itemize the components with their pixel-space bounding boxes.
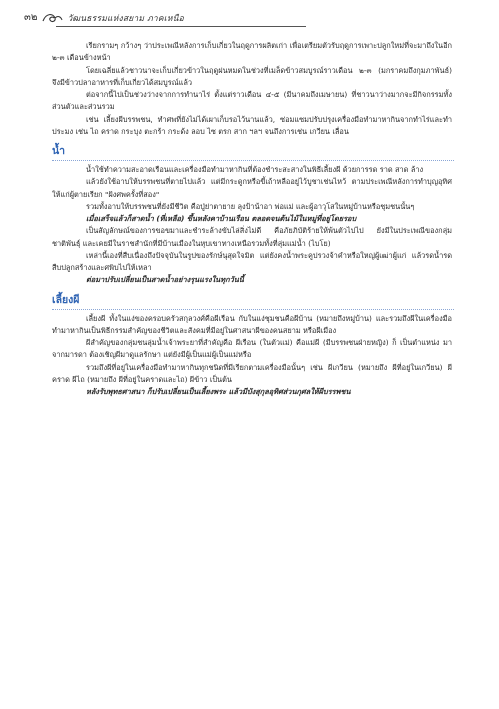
running-header-title: วัฒนธรรมแห่งสยาม ภาคเหนือ [67, 13, 184, 24]
section-divider [52, 160, 454, 161]
paragraph: ต่อจากนี้ไปเป็นช่วงว่างจากการทำนาไร่ ตั้งแต่ราวเดือน ๔-๕ (มีนาคมถึงเมษายน) ที่ชาวนาว่างมากจะมีกิจกรรมทั้งส่วนตัวและส่วนรวม [52, 90, 452, 112]
emphasis-paragraph: ต่อมาปรับเปลี่ยนเป็นสาดน้ำอย่างรุนแรงในทุกวันนี้ [86, 275, 244, 285]
page-header [24, 10, 184, 25]
emphasis-paragraph: หลังรับพุทธศาสนา ก็ปรับเปลี่ยนเป็นเลี้ยงพระ แล้วมีบังสุกุลอุทิศส่วนกุศลให้ผีบรรพชน [86, 387, 351, 396]
section-heading-spirit: เลี้ยงผี [52, 293, 80, 306]
paragraph: รวมทั้งอาบให้บรรพชนที่ยังมีชีวิต คือปู่ย่าตายาย ลุงป้าน้าอา พ่อแม่ และผู้อาวุโสในหมู่บ้านหรือชุมชนนั้นๆ [86, 201, 415, 211]
emphasis-paragraph: เมื่อเสร็จแล้วก็สาดน้ำ (ที่เหลือ) ขึ้นหลังคาบ้านเรือน ตลอดจนต้นไม้ในหมู่ที่อยู่โดยรอบ [86, 214, 357, 223]
section-divider [52, 309, 454, 310]
paragraph: น้ำใช้ทำความสะอาดเรือนและเครื่องมือทำมาหากินที่ต้องชำระสะสางในพิธีเลี้ยงผี ด้วยการรด ราด สาด ล้าง [86, 165, 424, 174]
paragraph: โดยเฉลี่ยแล้วชาวนาจะเก็บเกี่ยวข้าวในฤดูฝนหมดในช่วงที่เมล็ดข้าวสมบูรณ์ราวเดือน ๒-๓ (มกราคมถึงกุมภาพันธ์) จึงมีข้าวปลาอาหารที่เก็บเกี่ยวได้สมบูรณ์แล้ว [52, 65, 452, 87]
paragraph: รวมถึงผีที่อยู่ในเครื่องมือทำมาหากินทุกชนิดที่มีเรียกตามเครื่องมือนั้นๆ เช่น ผีเกวียน (หมายถึง ผีที่อยู่ในเกวียน) ผีคราด ผีไถ (หมายถึง ผีที่อยู่ในคราดและไถ) ผีข้าว เป็นต้น [52, 362, 452, 384]
decorative-swirl-icon [41, 11, 63, 25]
paragraph: เหล่านี้เองที่สืบเนื่องถึงปัจจุบันในรูปของรักษ์นุสุดใจมิต แต่ยังคงน้ำพระคูปรวงจ้าคำหรือใหญ่ผู้เฒ่าผู้แก่ แล้วรดน้ำรดสืบปลูกสร้างและศพิบไปให้เหลา [52, 250, 452, 272]
intro-section [52, 40, 452, 138]
document-body [52, 40, 452, 398]
section-heading-water: น้ำ [52, 145, 66, 157]
paragraph: ผีสำคัญของกลุ่มชนลุ่มน้ำเจ้าพระยาที่สำคัญคือ ผีเรือน (ในตัวแม่) คือแม่ผี (มีบรรพชนฝ่ายหญิง) ก็ เป็นตำแหน่ง มาจากมารดา ต้องเชิญผีมาดูแลรักษา แต่ยังมีผู้เป็นแม่ผู้เป็นแม่หรือ [52, 338, 452, 360]
spirit-feeding-section [52, 293, 452, 399]
header-rule [56, 26, 306, 27]
paragraph: เรียกรามๆ กว้างๆ ว่าประเพณีหลังการเก็บเกี่ยวในฤดูการผลิตเก่า เพื่อเตรียมตัวรับฤดูการเพาะปลูกใหม่ที่จะมาถึงในอีก ๒-๓ เดือนข้างหน้า [52, 41, 452, 63]
paragraph: เป็นสัญลักษณ์ของการขอขมาและชำระล้างขับไล่สิ่งไม่ดี คือภัยภิบัติร้ายให้พ้นตัวไปไป ยังมีในประเพณีของกลุ่มชาติพันธุ์ และเคยมีในราชสำนักที่มีบ้านเมืองในหุบเขาทางเหนือรวมทั้งที่ลุ่มแม่น้ำ (ไบโย) [52, 226, 452, 248]
water-section [52, 144, 452, 287]
paragraph: แล้วยังใช้อาบให้บรรพชนที่ตายไปแล้ว แต่มีกระดูกหรือขี้เถ้าหลืออยู่ไว้บูชาเช่นไหว้ ตามประเพณีหลังการทำบุญอุทิศให้แก่ผู้ตายเรียก "ฝังศพครั้งที่สอง" [52, 177, 452, 199]
page-number: ๓๒ [24, 12, 38, 23]
paragraph: เลี้ยงผี ทั้งในแง่ของครอบครัวสกุลวงศ์คือผีเรือน กับในแง่ชุมชนคือผีบ้าน (หมายถึงหมู่บ้าน) และรวมถึงผีในเครื่องมือทำมาหากินเป็นพิธีกรรมสำคัญของชีวิตและสังคมที่มีอยู่ในศาสนาผีของคนสยาม หรือผีเมือง [52, 313, 452, 335]
paragraph: เช่น เลี้ยงผีบรรพชน, ทำศพที่ยังไม่ได้เผาเก็บรอไว้นานแล้ว, ซ่อมแซมปรับปรุงเครื่องมือทำมาหากินจากทำไร่และทำประมง เช่น ไถ คราด กระบุง ตะกร้า กระด้ง ลอบ ไซ ตรก สาก ฯลฯ จนถึงการเช่น เกวียน เลื่อน [52, 114, 452, 136]
